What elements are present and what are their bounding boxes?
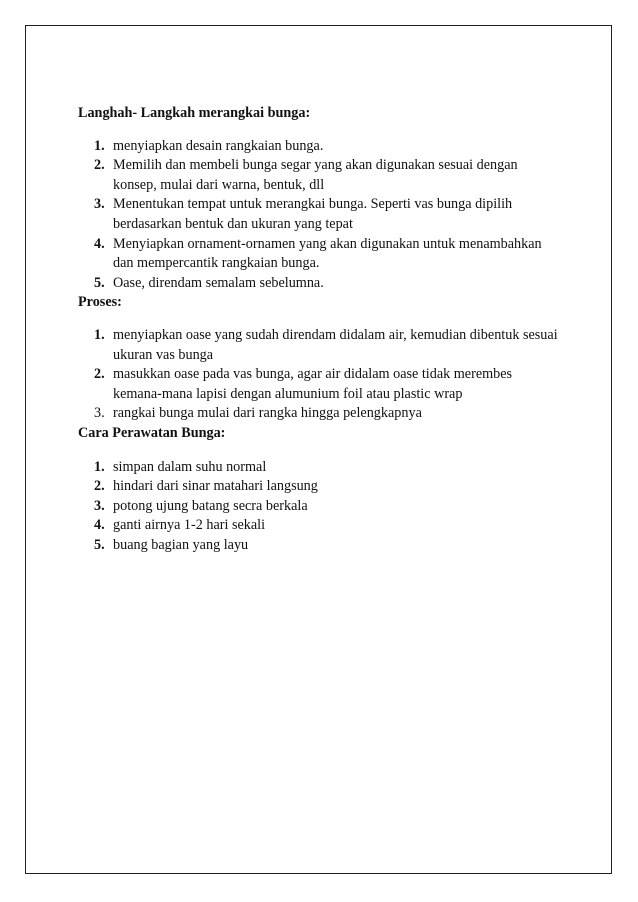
item-text: rangkai bunga mulai dari rangka hingga pelengkapnya xyxy=(113,405,422,422)
section-title-perawatan: Cara Perawatan Bunga: xyxy=(78,424,226,441)
list-item xyxy=(78,137,558,157)
proses-list xyxy=(78,326,558,424)
item-number: 5. xyxy=(94,274,105,291)
item-text: buang bagian yang layu xyxy=(113,536,249,553)
item-text: Memilih dan membeli bunga segar yang akan digunakan sesuai dengan konsep, mulai dari warna, bentuk, dll xyxy=(113,157,518,193)
item-text: Menyiapkan ornament-ornamen yang akan digunakan untuk menambahkan dan mempercantik rangkaian bunga. xyxy=(113,235,542,272)
document-body xyxy=(78,104,558,555)
item-text: potong ujung batang secra berkala xyxy=(113,497,308,514)
item-number: 4. xyxy=(94,517,105,534)
item-number: 3. xyxy=(94,196,105,213)
item-text: hindari dari sinar matahari langsung xyxy=(113,478,318,495)
item-number: 2. xyxy=(94,157,105,174)
item-number: 1. xyxy=(94,137,105,154)
list-item xyxy=(78,477,558,497)
list-item xyxy=(78,195,558,234)
item-number: 3. xyxy=(94,497,105,514)
item-text: menyiapkan oase yang sudah direndam didalam air, kemudian dibentuk sesuai ukuran vas bunga xyxy=(113,326,558,363)
item-number: 4. xyxy=(94,235,105,252)
list-item xyxy=(78,326,558,365)
item-text: simpan dalam suhu normal xyxy=(113,458,267,475)
item-number: 3. xyxy=(94,405,105,422)
item-number: 2. xyxy=(94,366,105,383)
list-item xyxy=(78,404,558,424)
item-number: 1. xyxy=(94,458,105,475)
list-item xyxy=(78,274,558,294)
list-item xyxy=(78,497,558,517)
item-text: menyiapkan desain rangkaian bunga. xyxy=(113,137,324,154)
list-item xyxy=(78,516,558,536)
list-item xyxy=(78,365,558,404)
list-item xyxy=(78,235,558,274)
item-text: masukkan oase pada vas bunga, agar air didalam oase tidak merembes kemana-mana lapisi dengan alumunium foil atau plastic wrap xyxy=(113,366,513,402)
section-title-langkah: Langhah- Langkah merangkai bunga: xyxy=(78,105,311,121)
item-number: 5. xyxy=(94,536,105,553)
list-item xyxy=(78,156,558,195)
item-text: Menentukan tempat untuk merangkai bunga. Seperti vas bunga dipilih berdasarkan bentuk dan ukuran yang tepat xyxy=(113,196,513,232)
langkah-list xyxy=(78,137,558,294)
item-text: Oase, direndam semalam sebelumna. xyxy=(113,274,324,291)
list-item xyxy=(78,536,558,556)
list-item xyxy=(78,458,558,478)
perawatan-list xyxy=(78,458,558,556)
section-title-proses: Proses: xyxy=(78,294,122,311)
item-number: 1. xyxy=(94,326,105,343)
item-number: 2. xyxy=(94,478,105,495)
item-text: ganti airnya 1-2 hari sekali xyxy=(113,517,266,534)
